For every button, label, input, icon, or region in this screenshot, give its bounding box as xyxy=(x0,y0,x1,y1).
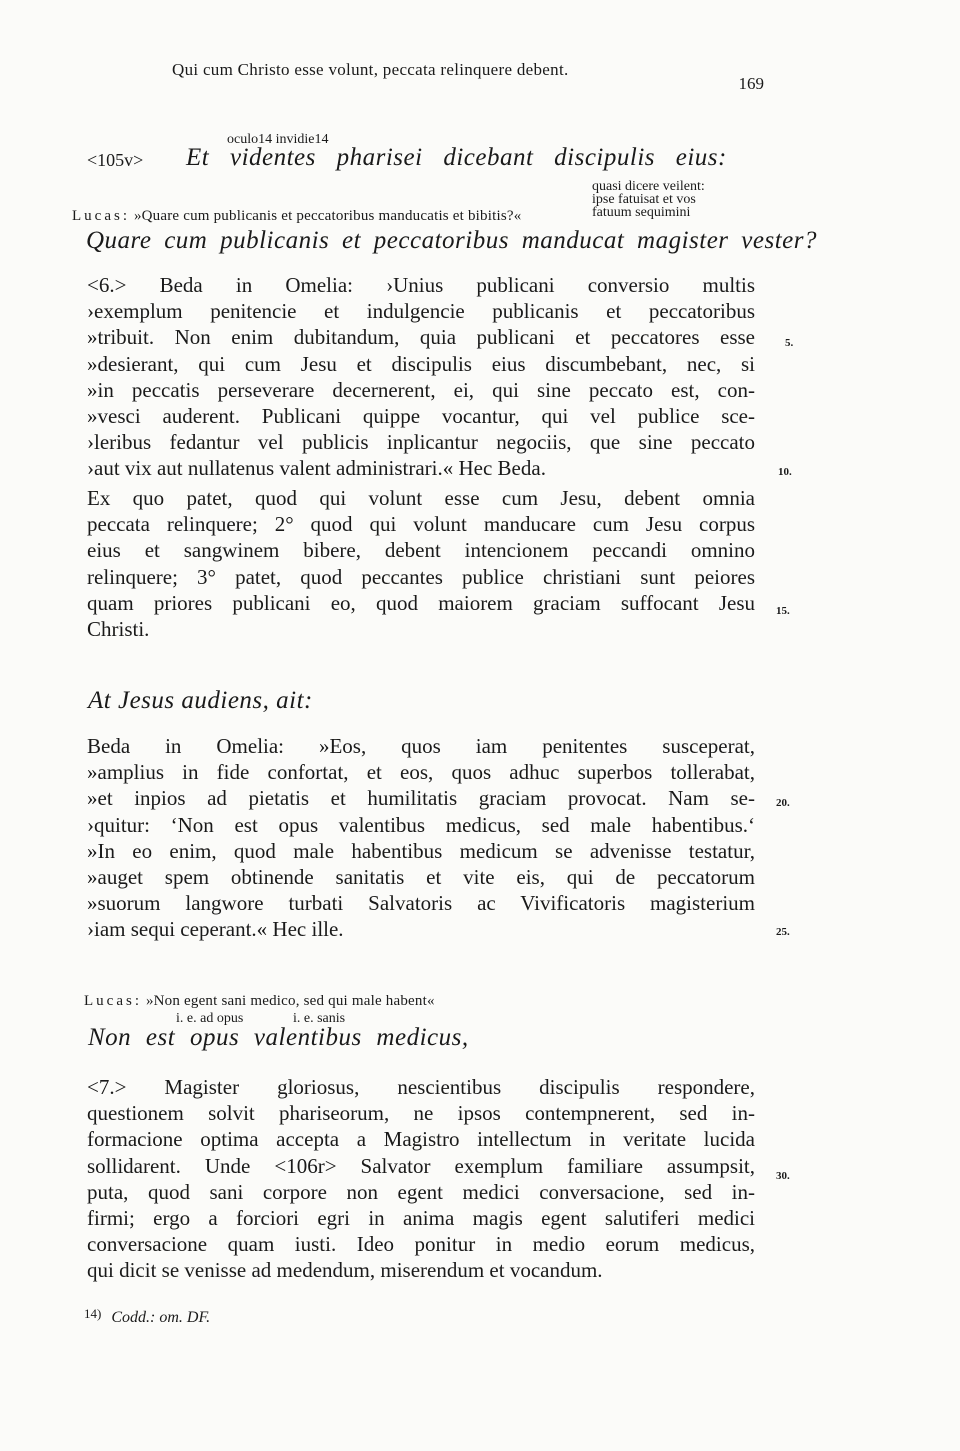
text-line: quam priores publicani eo, quod maiorem graciam suffocant Jesu xyxy=(87,590,755,615)
line-number: 25. xyxy=(776,926,790,938)
text-line: <6.> Beda in Omelia: ›Unius publicani conversio multis xyxy=(87,273,755,297)
interlinear-gloss: oculo14 invidie14 xyxy=(227,132,329,147)
lemma-heading-3: At Jesus audiens, ait: xyxy=(88,687,313,714)
interlinear-gloss: i. e. sanis xyxy=(293,1011,346,1026)
text-line: conversacione quam iusti. Ideo ponitur in medio eorum medicus, xyxy=(87,1232,755,1257)
text-line: ›quitur: ‘Non est opus valentibus medicus, sed male habentibus.‘ xyxy=(87,812,755,837)
gloss-line: quasi dicere veilent: xyxy=(592,179,705,194)
text-line: »desierant, qui cum Jesu et discipulis eius discumbebant, nec, si xyxy=(87,351,755,376)
text-line: firmi; ergo a forciori egri in anima magis egent salutiferi medici xyxy=(87,1205,755,1230)
text-line: »In eo enim, quod male habentibus medicum se advenisse testatur, xyxy=(87,838,755,863)
line-number: 30. xyxy=(776,1170,790,1182)
interlinear-gloss: i. e. ad opus xyxy=(176,1011,244,1026)
text-line: ›aut vix aut nullatenus valent administrari.« Hec Beda. xyxy=(87,456,546,481)
line-number: 20. xyxy=(776,797,790,809)
lucas-citation-2 xyxy=(84,993,435,1010)
lemma-heading-4: Non est opus valentibus medicus, xyxy=(88,1024,469,1051)
footnote xyxy=(84,1306,210,1327)
text-line: »suorum langwore turbati Salvatoris ac Vivificatoris magisterium xyxy=(87,891,755,916)
lemma-heading-2: Quare cum publicanis et peccatoribus manducat magister vester? xyxy=(86,227,817,254)
line-number: 15. xyxy=(776,605,790,617)
paragraph-magister xyxy=(87,1074,755,1284)
text-line: questionem solvit phariseorum, ne ipsos contempnerent, sed in- xyxy=(87,1101,755,1126)
text-line: <7.> Magister gloriosus, nescientibus discipulis respondere, xyxy=(87,1075,755,1099)
lucas-text: »Quare cum publicanis et peccatoribus manducatis et bibitis?« xyxy=(133,208,522,224)
text-line: ›exemplum penitencie et indulgencie publicanis et peccatoribus xyxy=(87,299,755,324)
paragraph-beda-2 xyxy=(87,733,755,943)
footnote-text: Codd.: om. DF. xyxy=(111,1309,211,1326)
text-line: »auget spem obtinende sanitatis et vite eis, qui de peccatorum xyxy=(87,864,755,889)
text-line: »vesci auderent. Publicani quippe vocantur, qui vel publice sce- xyxy=(87,403,755,428)
gloss-line: ipse fatuisat et vos xyxy=(592,192,696,207)
lemma-heading: Et videntes pharisei dicebant discipulis eius: xyxy=(186,144,727,171)
text-line: qui dicit se venisse ad medendum, miserendum et vocandum. xyxy=(87,1258,603,1283)
paragraph-beda-1 xyxy=(87,272,755,482)
lucas-label: Lucas: xyxy=(72,208,130,224)
page-number: 169 xyxy=(738,74,764,93)
text-line: »tribuit. Non enim dubitandum, quia publicani et peccatores esse xyxy=(87,325,755,350)
text-line: »in peccatis perseverare decernerent, ei, qui sine peccato est, con- xyxy=(87,377,755,402)
text-line: sollidarent. Unde <106r> Salvator exemplum familiare assumpsit, xyxy=(87,1153,755,1178)
paragraph-commentary xyxy=(87,485,755,642)
text-line: relinquere; 3° patet, quod peccantes publice christiani sunt peiores xyxy=(87,564,755,589)
text-line: formacione optima accepta a Magistro intellectum in veritate lucida xyxy=(87,1127,755,1152)
line-number: 10. xyxy=(778,466,792,478)
footnote-mark: 14) xyxy=(84,1306,102,1321)
text-line: puta, quod sani corpore non egent medici conversacione, sed in- xyxy=(87,1179,755,1204)
running-title: Qui cum Christo esse volunt, peccata relinquere debent. xyxy=(172,60,569,79)
text-line: ›iam sequi ceperant.« Hec ille. xyxy=(87,917,344,942)
text-line: »amplius in fide confortat, et eos, quos adhuc superbos tollerabat, xyxy=(87,760,755,785)
gloss-line: fatuum sequimini xyxy=(592,205,691,220)
text-line: peccata relinquere; 2° quod qui volunt manducare cum Jesu corpus xyxy=(87,512,755,537)
lucas-text: »Non egent sani medico, sed qui male habent« xyxy=(145,993,435,1009)
text-line: Christi. xyxy=(87,616,150,641)
lucas-citation xyxy=(72,208,521,225)
line-number: 5. xyxy=(785,337,794,349)
lucas-label: Lucas: xyxy=(84,993,142,1009)
text-line: eius et sangwinem bibere, debent intencionem peccandi omnino xyxy=(87,538,755,563)
text-line: Beda in Omelia: »Eos, quos iam penitentes susceperat, xyxy=(87,734,755,758)
text-line: »et inpios ad pietatis et humilitatis graciam provocat. Nam se- xyxy=(87,786,755,811)
text-line: Ex quo patet, quod qui volunt esse cum Jesu, debent omnia xyxy=(87,486,755,510)
marginal-gloss xyxy=(592,180,705,219)
text-line: ›leribus fedantur vel publicis inplicantur negociis, que sine peccato xyxy=(87,430,755,455)
folio-marker: <105v> xyxy=(87,150,144,170)
